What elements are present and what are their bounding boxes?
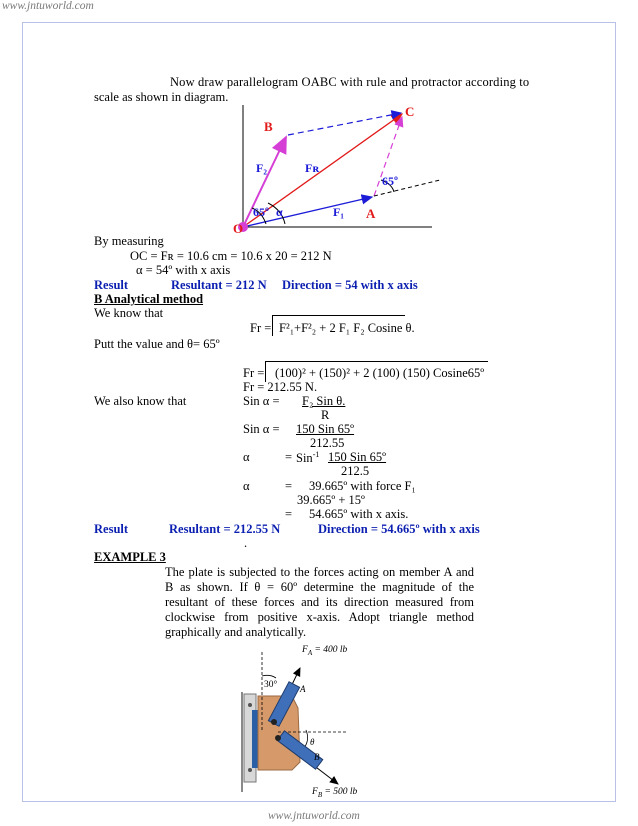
measuring-heading: By measuring [94,234,164,248]
label-65-left: 65º [253,205,269,219]
alpha-symbol-2: α [243,479,250,493]
fb-label-value: = 500 lb [322,787,358,797]
result1-resultant: Resultant = 212 N [171,278,267,292]
result2-label: Result [94,522,129,536]
sin-inverse-numerator: 150 Sin 65º [328,450,387,464]
label-alpha: α [276,205,283,219]
example-heading: EXAMPLE 3 [94,550,166,564]
label-fr: Fʀ [305,161,320,175]
watermark-bottom: www.jntuworld.com [268,810,360,822]
equals-1: = [285,450,293,464]
result2-direction: Direction = 54.665º with x axis [318,522,480,536]
alpha-final: 54.665º with x axis. [309,507,409,521]
watermark-top: www.jntuworld.com [2,0,94,12]
theta-label: θ [310,737,315,747]
member-b-label: B [314,752,320,762]
stray-dot: . [244,536,248,550]
bolt [248,703,252,707]
sin-alpha-numerator: F₂ Sin θ. [302,394,346,408]
result2-resultant: Resultant = 212.55 N [169,522,281,536]
sin-alpha-label: Sin α = [243,394,280,408]
fa-label-value: = 400 lb [312,645,348,655]
also-know-text: We also know that [94,394,187,408]
analytical-heading: B Analytical method [94,292,204,306]
alpha-symbol-1: α [243,450,250,464]
angle-30-label: 30° [264,680,278,690]
fa-label-f: F [302,645,308,655]
sin-inverse-text: Sin [296,451,313,466]
measuring-line-1: OC = Fʀ = 10.6 cm = 10.6 x 20 = 212 N [130,249,332,263]
bc-dashed [288,113,401,135]
label-a: A [366,206,376,221]
sin-inverse-sup: -1 [312,450,320,459]
fr2-formula: (100)² + (150)² + 2 (100) (150) Cosine65º [275,366,485,380]
bolt [248,768,252,772]
angle-30-arc [262,675,276,678]
label-o: O [233,221,244,236]
example-text: The plate is subjected to the forces acting on member A and B as shown. If θ = 60º determine the magnitude of the resultant of these forces and its direction measured from clockwise from positive x-axis. Adopt triangle method graphically and analytically. [165,565,474,639]
fb-label-f: F [312,787,318,797]
measuring-line-2: α = 54º with x axis [136,263,231,277]
sin-inverse [296,450,319,466]
label-f1: F₁ [333,205,344,219]
label-c: C [405,104,415,119]
fr-prefix: Fr = [250,321,272,335]
sin-alpha2-label: Sin α = [243,422,280,436]
pin-a [271,719,277,725]
sin-alpha2-numerator: 150 Sin 65º [296,422,355,436]
pin-b [275,735,281,741]
fb-label-sub: B [317,790,323,799]
label-65-right: 65º [382,174,398,188]
result1-direction: Direction = 54 with x axis [282,278,418,292]
label-f2: F₂ [256,161,267,175]
sin-alpha-denominator: R [321,408,330,422]
fr2-prefix: Fr = [243,366,265,380]
member-a-label: A [300,684,306,694]
result1-label: Result [94,278,129,292]
plate-figure [230,642,390,802]
sin-alpha2-denominator: 212.55 [310,436,345,450]
equals-3: = [285,507,293,521]
fr-formula: F²₁+F²₂ + 2 F₁ F₂ Cosine θ. [279,321,415,335]
fr-value: Fr = 212.55 N. [243,380,318,394]
alpha-value: 39.665º with force F₁ [309,479,416,493]
fb-label [312,787,357,799]
sin-inverse-denominator: 212.5 [341,464,370,478]
we-know-text: We know that [94,306,164,320]
fa-label [302,645,347,657]
equals-2: = [285,479,293,493]
intro-line-1: Now draw parallelogram OABC with rule and protractor according to [170,75,530,89]
intro-line-2: scale as shown in diagram. [94,90,229,104]
putt-text: Putt the value and θ= 65º [94,337,220,351]
alpha-sum: 39.665º + 15º [297,493,365,507]
fa-label-sub: A [307,648,313,657]
label-b: B [264,119,273,134]
